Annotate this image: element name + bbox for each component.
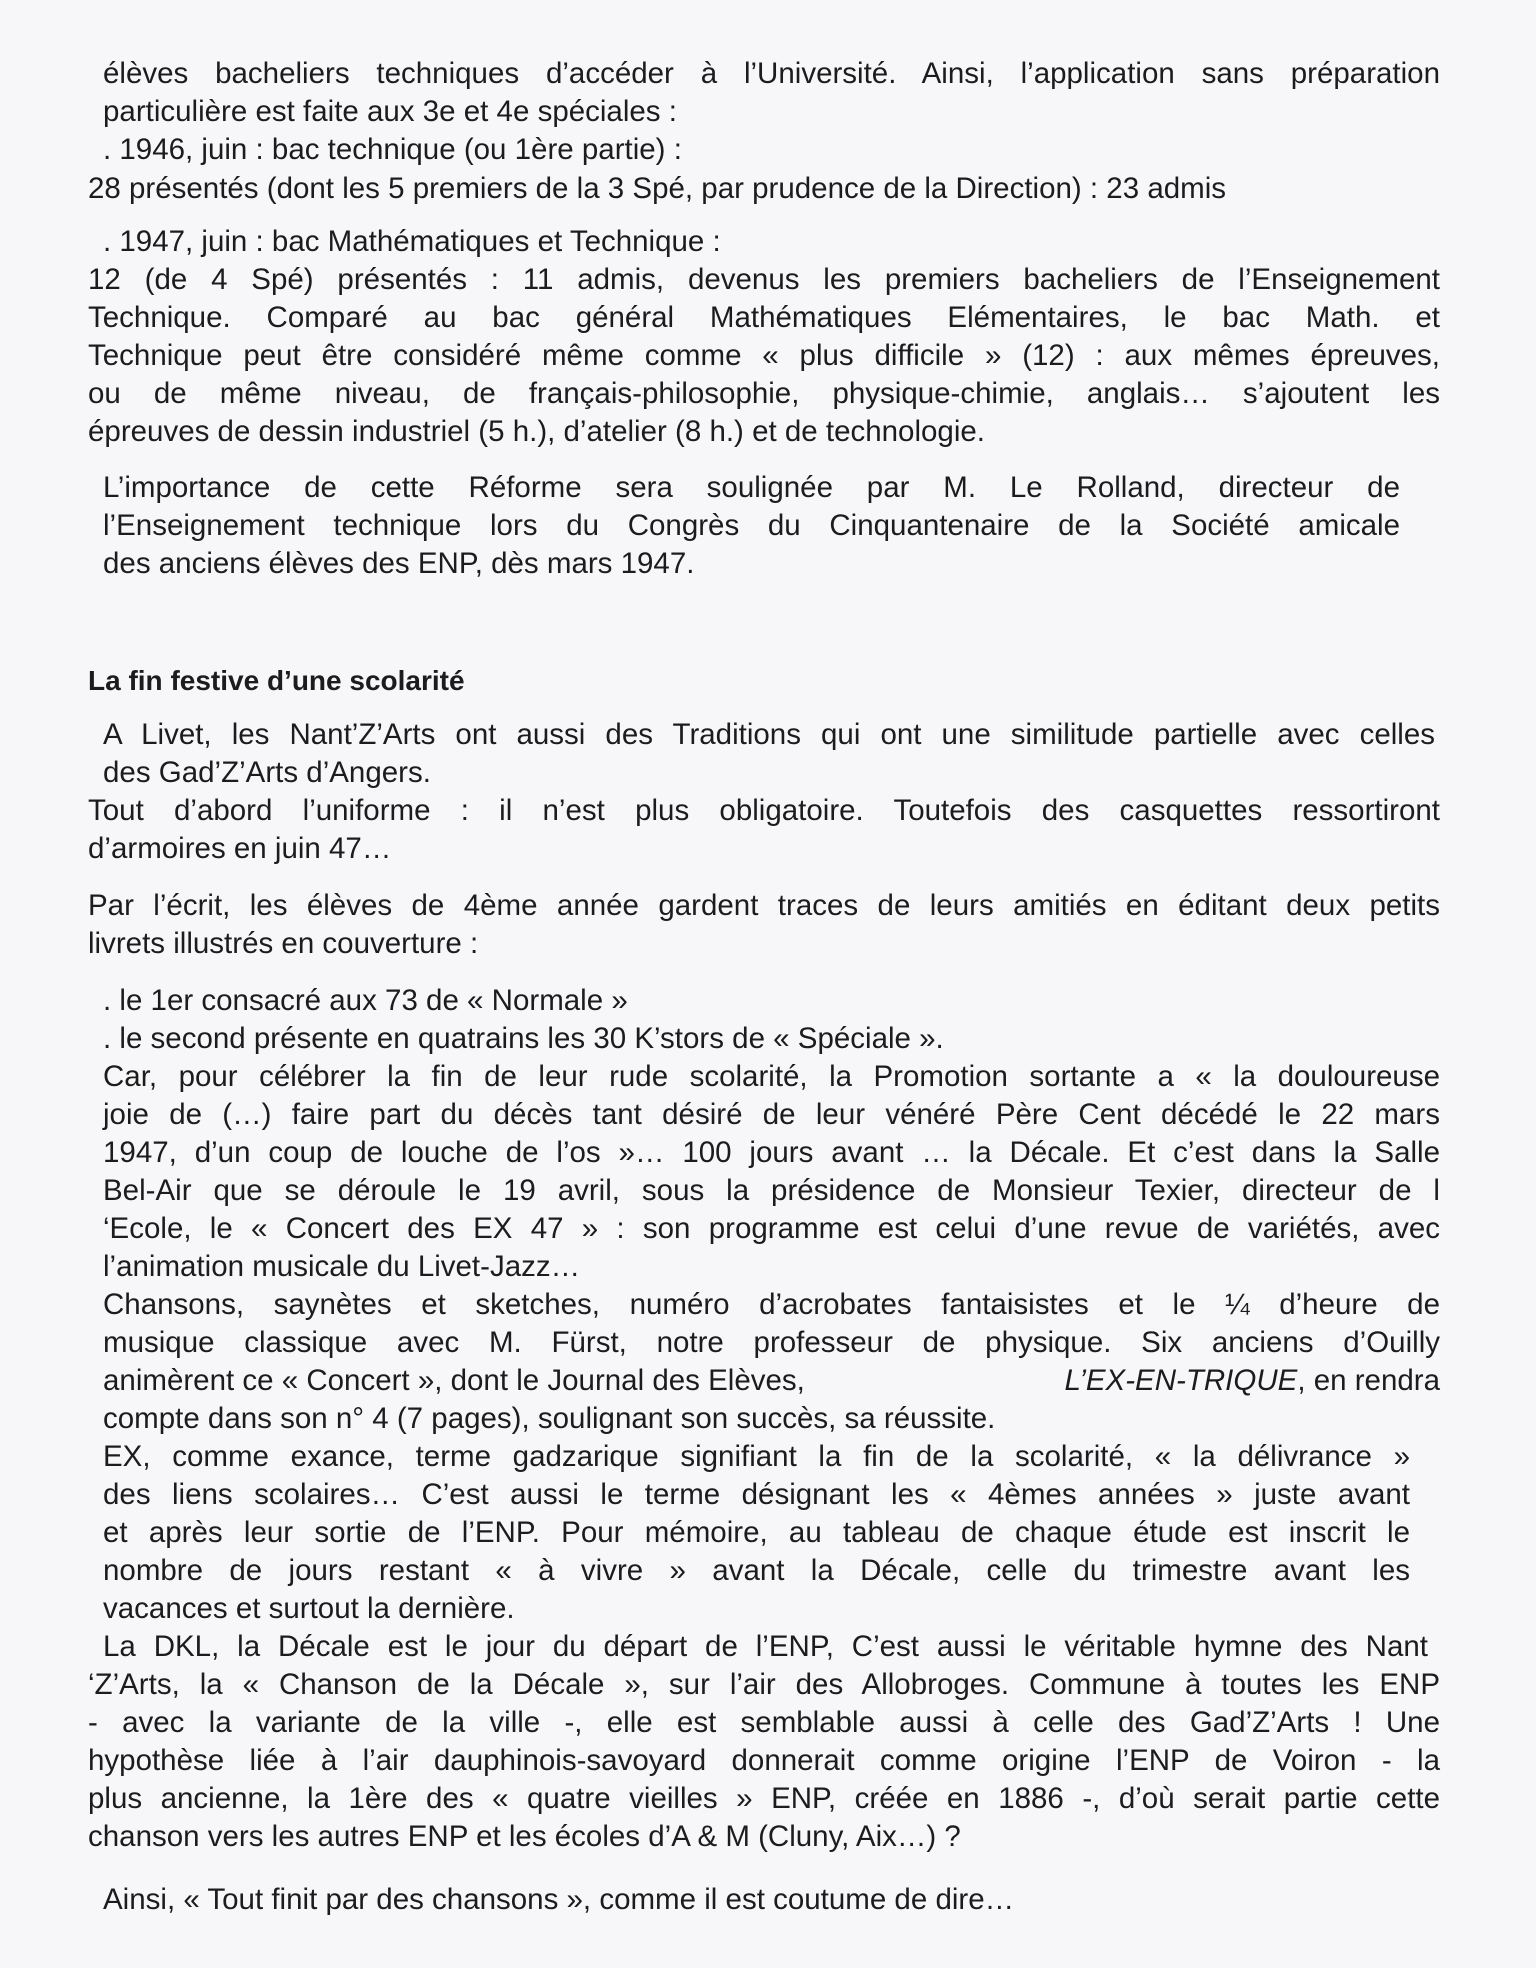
text-line: Tout d’abord l’uniforme : il n’est plus obligatoire. Toutefois des casquettes ressortiront	[88, 794, 1440, 827]
text-line: vacances et surtout la dernière.	[103, 1592, 515, 1625]
text-run: , en rendra	[1297, 1364, 1440, 1397]
text-line	[103, 1362, 1440, 1400]
text-line: particulière est faite aux 3e et 4e spéciales :	[103, 95, 677, 128]
text-line: épreuves de dessin industriel (5 h.), d’atelier (8 h.) et de technologie.	[88, 415, 985, 448]
text-line: Par l’écrit, les élèves de 4ème année gardent traces de leurs amitiés en éditant deux petits	[88, 889, 1440, 922]
text-line: compte dans son n° 4 (7 pages), soulignant son succès, sa réussite.	[103, 1402, 996, 1435]
text-line: Technique. Comparé au bac général Mathématiques Elémentaires, le bac Math. et	[88, 301, 1440, 334]
text-line: L’importance de cette Réforme sera soulignée par M. Le Rolland, directeur de	[103, 471, 1400, 504]
text-line: plus ancienne, la 1ère des « quatre vieilles » ENP, créée en 1886 -, d’où serait partie cette	[88, 1782, 1440, 1815]
text-line: A Livet, les Nant’Z’Arts ont aussi des Traditions qui ont une similitude partielle avec celles	[103, 718, 1435, 751]
text-line: musique classique avec M. Fürst, notre professeur de physique. Six anciens d’Ouilly	[103, 1326, 1440, 1359]
text-line: des anciens élèves des ENP, dès mars 1947.	[103, 547, 695, 580]
text-line: Car, pour célébrer la fin de leur rude scolarité, la Promotion sortante a « la douloureuse	[103, 1060, 1440, 1093]
text-line: livrets illustrés en couverture :	[88, 927, 479, 960]
text-line: et après leur sortie de l’ENP. Pour mémoire, au tableau de chaque étude est inscrit le	[103, 1516, 1410, 1549]
text-line: 28 présentés (dont les 5 premiers de la 3 Spé, par prudence de la Direction) : 23 admis	[88, 172, 1227, 205]
text-line: nombre de jours restant « à vivre » avant la Décale, celle du trimestre avant les	[103, 1554, 1410, 1587]
text-line: chanson vers les autres ENP et les écoles d’A & M (Cluny, Aix…) ?	[88, 1820, 961, 1853]
text-line: 12 (de 4 Spé) présentés : 11 admis, devenus les premiers bacheliers de l’Enseignement	[88, 263, 1440, 296]
text-line: Bel-Air que se déroule le 19 avril, sous la présidence de Monsieur Texier, directeur de l	[103, 1174, 1440, 1207]
text-run: animèrent ce « Concert », dont le Journal des Elèves,	[103, 1364, 814, 1397]
text-line: . 1946, juin : bac technique (ou 1ère partie) :	[103, 133, 682, 166]
text-line: d’armoires en juin 47…	[88, 832, 392, 865]
text-line: l’Enseignement technique lors du Congrès du Cinquantenaire de la Société amicale	[103, 509, 1400, 542]
text-line: ‘Z’Arts, la « Chanson de la Décale », sur l’air des Allobroges. Commune à toutes les ENP	[88, 1668, 1440, 1701]
text-line: des Gad’Z’Arts d’Angers.	[103, 756, 431, 789]
journal-title	[1065, 1362, 1440, 1400]
closing-line: Ainsi, « Tout finit par des chansons », comme il est coutume de dire…	[103, 1883, 1015, 1916]
text-line: Chansons, saynètes et sketches, numéro d’acrobates fantaisistes et le ¼ d’heure de	[103, 1288, 1440, 1321]
section-heading: La fin festive d’une scolarité	[88, 665, 465, 696]
text-line: des liens scolaires… C’est aussi le terme désignant les « 4èmes années » juste avant	[103, 1478, 1410, 1511]
text-line: - avec la variante de la ville -, elle est semblable aussi à celle des Gad’Z’Arts ! Une	[88, 1706, 1440, 1739]
text-line: joie de (…) faire part du décès tant désiré de leur vénéré Père Cent décédé le 22 mars	[103, 1098, 1440, 1131]
text-line: 1947, d’un coup de louche de l’os »… 100 jours avant … la Décale. Et c’est dans la Salle	[103, 1136, 1440, 1169]
text-line: ou de même niveau, de français-philosophie, physique-chimie, anglais… s’ajoutent les	[88, 377, 1440, 410]
text-line: . 1947, juin : bac Mathématiques et Technique :	[103, 225, 721, 258]
text-line: Technique peut être considéré même comme « plus difficile » (12) : aux mêmes épreuves,	[88, 339, 1440, 372]
text-line: l’animation musicale du Livet-Jazz…	[103, 1250, 581, 1283]
text-line: élèves bacheliers techniques d’accéder à l’Université. Ainsi, l’application sans préparation	[103, 57, 1440, 90]
text-line: ‘Ecole, le « Concert des EX 47 » : son programme est celui d’une revue de variétés, avec	[103, 1212, 1440, 1245]
text-line: EX, comme exance, terme gadzarique signifiant la fin de la scolarité, « la délivrance »	[103, 1440, 1410, 1473]
journal-title-text: L’EX-EN-TRIQUE	[1064, 1364, 1298, 1397]
text-line: hypothèse liée à l’air dauphinois-savoyard donnerait comme origine l’ENP de Voiron - la	[88, 1744, 1440, 1777]
text-line: . le 1er consacré aux 73 de « Normale »	[103, 984, 628, 1017]
text-line: La DKL, la Décale est le jour du départ de l’ENP, C’est aussi le véritable hymne des Nant	[103, 1630, 1428, 1663]
text-line: . le second présente en quatrains les 30 K’stors de « Spéciale ».	[103, 1022, 944, 1055]
